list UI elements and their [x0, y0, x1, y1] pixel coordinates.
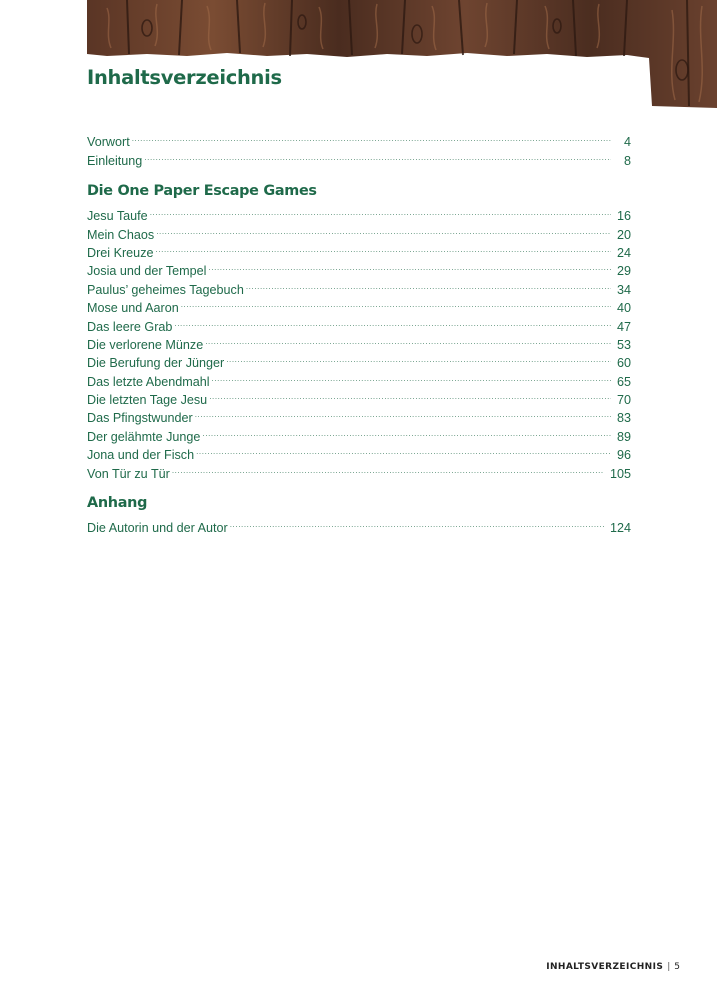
- toc-entry[interactable]: [87, 239, 631, 260]
- dot-leader: [156, 220, 611, 238]
- dot-leader: [132, 128, 611, 146]
- toc-entry-page: 47: [616, 319, 631, 334]
- toc-entry[interactable]: [87, 202, 631, 224]
- page-title: Inhaltsverzeichnis: [87, 66, 282, 89]
- dot-leader: [196, 441, 611, 459]
- toc-entry-label: Jesu Taufe: [87, 209, 148, 224]
- toc-entry-label: Jona und der Fisch: [87, 448, 195, 463]
- dot-leader: [202, 422, 611, 440]
- dot-leader: [226, 349, 611, 367]
- toc-entry-label: Die Berufung der Jünger: [87, 356, 225, 371]
- dot-leader: [172, 459, 604, 477]
- dot-leader: [144, 146, 611, 164]
- section-heading-appendix: Anhang: [87, 494, 148, 511]
- dot-leader: [246, 275, 611, 293]
- dot-leader: [209, 386, 611, 404]
- toc-entry-label: Die verlorene Münze: [87, 337, 204, 352]
- footer-title: INHALTSVERZEICHNIS: [546, 962, 664, 972]
- dot-leader: [208, 257, 611, 275]
- toc-entry-page: 40: [616, 301, 631, 316]
- toc-entry-label: Mose und Aaron: [87, 301, 179, 316]
- footer-page-number: 5: [674, 962, 680, 972]
- toc-entry-label: Einleitung: [87, 153, 143, 168]
- section-heading-games: Die One Paper Escape Games: [87, 182, 317, 199]
- toc-entry-page: 70: [616, 393, 631, 408]
- toc-entry-label: Der gelähmte Junge: [87, 429, 201, 444]
- toc-entry-page: 60: [616, 356, 631, 371]
- toc-entry-page: 20: [616, 227, 631, 242]
- toc-entry-einleitung[interactable]: [87, 146, 631, 168]
- dot-leader: [174, 312, 611, 330]
- dot-leader: [150, 202, 611, 220]
- toc-entry[interactable]: [87, 220, 631, 242]
- toc-entry-page: 83: [616, 411, 631, 426]
- toc-entry-page: 16: [616, 209, 631, 224]
- toc-entry-page: 8: [623, 153, 631, 168]
- toc-entry-page: 124: [609, 521, 631, 536]
- dot-leader: [156, 239, 611, 257]
- toc-entry-label: Die Autorin und der Autor: [87, 521, 228, 536]
- toc-entry-label: Josia und der Tempel: [87, 264, 207, 279]
- toc-entry-label: Das Pfingstwunder: [87, 411, 193, 426]
- table-of-contents: [87, 128, 631, 536]
- toc-entry-page: 34: [616, 282, 631, 297]
- toc-entry-label: Das letzte Abendmahl: [87, 374, 210, 389]
- toc-entry-page: 29: [616, 264, 631, 279]
- toc-entry-label: Das leere Grab: [87, 319, 173, 334]
- footer-separator: |: [667, 962, 671, 972]
- toc-entry-label: Von Tür zu Tür: [87, 466, 170, 481]
- toc-entry-page: 4: [623, 135, 631, 150]
- toc-entry-label: Mein Chaos: [87, 227, 155, 242]
- toc-entry-page: 24: [616, 245, 631, 260]
- toc-entry[interactable]: [87, 257, 631, 279]
- toc-entry-vorwort[interactable]: [87, 128, 631, 150]
- dot-leader: [181, 294, 611, 312]
- toc-entry-label: Vorwort: [87, 135, 130, 150]
- wooden-header-illustration: [87, 0, 717, 108]
- dot-leader: [195, 404, 611, 422]
- toc-entry-page: 65: [616, 374, 631, 389]
- toc-entry-page: 89: [616, 429, 631, 444]
- toc-entry[interactable]: [87, 514, 631, 536]
- page-footer: [546, 962, 680, 972]
- dot-leader: [212, 367, 611, 385]
- toc-entry-page: 53: [616, 337, 631, 352]
- toc-entry-page: 105: [609, 466, 631, 481]
- toc-entry-label: Drei Kreuze: [87, 245, 154, 260]
- dot-leader: [230, 514, 604, 532]
- toc-entry-page: 96: [616, 448, 631, 463]
- toc-entry-label: Die letzten Tage Jesu: [87, 393, 208, 408]
- toc-entry-label: Paulus’ geheimes Tagebuch: [87, 282, 244, 297]
- dot-leader: [205, 331, 611, 349]
